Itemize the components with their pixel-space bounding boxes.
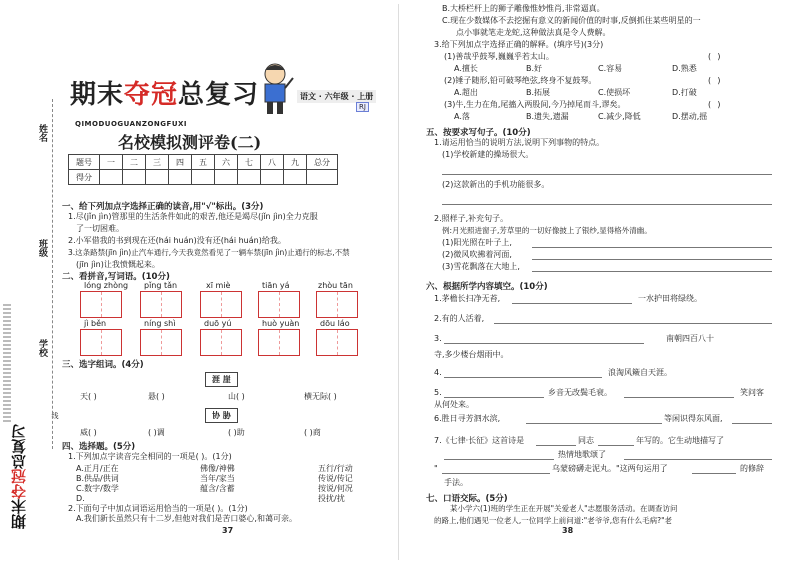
pinyin-label: duō yú — [204, 319, 232, 328]
margin-label-name: 姓名 — [37, 124, 47, 142]
q3-opt: A.落 — [454, 112, 470, 121]
s1-line: 3.这条路禁(jīn jìn)止汽车通行,今天我竟然看见了一辆车禁(jīn jìn)止通行的标志,不禁 — [68, 248, 350, 257]
score-col: 七 — [238, 155, 261, 170]
pinyin-label: pǐng tǎn — [144, 281, 178, 290]
answer-line[interactable] — [444, 343, 644, 344]
writing-grid[interactable] — [316, 329, 358, 356]
s1-line: 1.尽(jǐn jìn)管那里的生活条件如此的艰苦,他还是竭尽(jǐn jìn)全力克服 — [68, 212, 318, 221]
r-line: C.现在少数媒体不去挖掘有意义的新闻价值的时事,反倒抓住某些明星的一 — [442, 16, 701, 25]
score-col: 总分 — [307, 155, 338, 170]
answer-line[interactable] — [444, 397, 544, 398]
s4-option: 蕴含/含蓄 — [200, 484, 235, 493]
s6-item: 手法。 — [444, 478, 468, 487]
answer-line[interactable] — [692, 473, 736, 474]
cut-line — [52, 99, 53, 449]
margin-label-class: 班级 — [37, 239, 47, 257]
s6-fill: 乡音无改鬓毛衰。 — [548, 388, 612, 397]
score-cell[interactable] — [215, 170, 238, 185]
answer-paren[interactable]: ( ) — [707, 76, 722, 85]
s4-option: 佛像/神佛 — [200, 464, 235, 473]
left-page — [0, 4, 399, 560]
answer-line[interactable] — [532, 271, 772, 272]
brand-prefix: 期末 — [70, 80, 125, 110]
writing-grid[interactable] — [140, 291, 182, 318]
section-3-heading: 三、选字组词。(4分) — [62, 360, 144, 370]
s4-option: A.正月/正在 — [76, 464, 119, 473]
section-1-heading: 一、给下列加点字选择正确的读音,用"√"标出。(3分) — [62, 202, 264, 212]
answer-line[interactable] — [444, 459, 554, 460]
s4-option: 五行/行动 — [318, 464, 353, 473]
s6-item: 2.有的人活着, — [434, 314, 485, 323]
s4-option: 传说/传记 — [318, 474, 353, 483]
s6-fill: 笑问客 — [740, 388, 764, 397]
s5-item: (1)学校新建的操场很大。 — [442, 150, 534, 159]
s6-fill: 的修辞 — [740, 464, 764, 473]
brand-suffix: 总复习 — [178, 80, 260, 110]
s5-q1: 1.请运用恰当的说明方法,说明下列事物的特点。 — [434, 138, 605, 147]
brand-logo — [70, 74, 259, 111]
s3-item: 山( ) — [228, 392, 245, 401]
q3-opt: A.超出 — [454, 88, 478, 97]
q3-item: (2)锤子随形,铅可破琴绝弦,终身不复鼓琴。 — [444, 76, 597, 85]
q3-opt: D.打破 — [672, 88, 697, 97]
score-col: 四 — [169, 155, 192, 170]
s6-fill: 乌蒙磅礴走泥丸。"这两句运用了 — [552, 464, 668, 473]
q3-opt: B.拓展 — [526, 88, 551, 97]
section-2-heading: 二、看拼音,写词语。(10分) — [62, 272, 170, 282]
pinyin-label: níng shì — [144, 319, 176, 328]
r-line: 点小事就笔走龙蛇,这种做法真是令人费解。 — [456, 28, 611, 37]
score-header-row — [69, 155, 338, 170]
answer-line[interactable] — [442, 174, 772, 175]
score-cell[interactable] — [169, 170, 192, 185]
page-number: 38 — [562, 526, 574, 535]
section-5-heading: 五、按要求写句子。(10分) — [426, 128, 531, 138]
section-7-heading: 七、口语交际。(5分) — [426, 494, 508, 504]
s3-item: 威( ) — [80, 428, 97, 437]
s6-fill: 一水护田将绿绕。 — [638, 294, 702, 303]
brand-accent: 夺冠 — [124, 80, 179, 110]
s4-option: B.供品/供词 — [76, 474, 119, 483]
q3-opt: D.摆动,摇 — [672, 112, 708, 121]
pinyin-label: tiān yá — [262, 281, 290, 290]
side-brand-suffix: 总复习 — [10, 424, 28, 469]
section-4-heading: 四、选择题。(5分) — [62, 442, 136, 452]
writing-grid[interactable] — [258, 291, 300, 318]
s6-fill: 等闲识得东风面, — [664, 414, 723, 423]
score-cell[interactable] — [307, 170, 338, 185]
score-row-label: 得分 — [69, 170, 100, 185]
s3-item: 横无际( ) — [304, 392, 337, 401]
score-col: 二 — [123, 155, 146, 170]
section-6-heading: 六、根据所学内容填空。(10分) — [426, 282, 548, 292]
s4-option: A.我们新长虽然只有十二岁,但他对我们是苦口婆心,和蔼可亲。 — [76, 514, 297, 523]
score-cell[interactable] — [261, 170, 284, 185]
s3-item: ( )调 — [148, 428, 165, 437]
s6-item: 1.茅檐长扫净无苔, — [434, 294, 501, 303]
r-line: B.大桥栏杆上的狮子雕像惟妙惟肖,非常逼真。 — [442, 4, 605, 13]
writing-grid[interactable] — [316, 291, 358, 318]
s6-item: " — [434, 464, 438, 473]
answer-line[interactable] — [624, 397, 734, 398]
writing-grid[interactable] — [200, 329, 242, 356]
pinyin-label: zhòu tān — [318, 281, 353, 290]
brand-pinyin: QIMODUOGUANZONGFUXI — [75, 120, 188, 128]
answer-line[interactable] — [532, 259, 772, 260]
side-brand-accent: 夺冠 — [10, 469, 28, 499]
s4-option: D. — [76, 494, 85, 503]
q3-opt: B.遗失,遗漏 — [526, 112, 569, 121]
answer-line[interactable] — [442, 473, 550, 474]
right-page — [402, 4, 800, 560]
s6-fill: 同志 — [578, 436, 594, 445]
s1-line: 了一切困难。 — [76, 224, 124, 233]
score-cell[interactable] — [238, 170, 261, 185]
margin-label-cut: 线 — [51, 412, 59, 419]
pinyin-label: dōu láo — [320, 319, 350, 328]
q3-opt: D.熟悉 — [672, 64, 697, 73]
score-cell[interactable] — [192, 170, 215, 185]
writing-grid[interactable] — [140, 329, 182, 356]
s6-item: 寺,多少楼台烟雨中。 — [434, 350, 509, 359]
subject-label: 语文 · 六年级 · 上册 — [297, 90, 376, 103]
q3-opt: B.好 — [526, 64, 543, 73]
s6-item: 6.胜日寻芳泗水滨, — [434, 414, 501, 423]
score-col: 三 — [146, 155, 169, 170]
q3-opt: C.使损坏 — [598, 88, 631, 97]
score-cell[interactable] — [123, 170, 146, 185]
answer-paren[interactable]: ( ) — [707, 100, 722, 109]
side-brand-prefix: 期末 — [10, 499, 28, 529]
score-col: 八 — [261, 155, 284, 170]
q3-item: (3)牛,生力在角,尾搐入两股间,今乃掉尾而斗,谬矣。 — [444, 100, 626, 109]
s4-option: C.数字/数学 — [76, 484, 119, 493]
side-brand — [8, 424, 29, 529]
margin-label-school: 学校 — [37, 339, 47, 357]
score-col: 一 — [100, 155, 123, 170]
s3-item: 天( ) — [80, 392, 97, 401]
writing-grid[interactable] — [80, 329, 122, 356]
choice-box-bottom: 协 胁 — [205, 408, 238, 423]
answer-line[interactable] — [494, 323, 772, 324]
edition-badge: RJ — [356, 102, 369, 112]
s6-fill: 年写的。它生动地描写了 — [636, 436, 724, 445]
s1-line: 2.小军借我的书到现在还(hái huán)没有还(hái huán)给我。 — [68, 236, 286, 245]
pinyin-label: huò yuàn — [262, 319, 300, 328]
score-input-row — [69, 170, 338, 185]
score-table — [68, 154, 338, 185]
q3-opt: C.减少,降低 — [598, 112, 641, 121]
s5-item: (1)阳光照在叶子上, — [442, 238, 512, 247]
writing-grid[interactable] — [200, 291, 242, 318]
s4-question: 1.下列加点字读音完全相同的一项是( )。(1分) — [68, 452, 232, 461]
s7-line: 的路上,他们遇见一位老人,一位同学上前问道:"老爷爷,您有什么毛病?"老 — [434, 516, 673, 525]
answer-line[interactable] — [442, 204, 772, 205]
q3-opt: A.擅长 — [454, 64, 478, 73]
choice-box-top: 涯 崖 — [205, 372, 238, 387]
s6-fill: 南朝四百八十 — [666, 334, 714, 343]
s5-example: 例:月光照进窗子,芳草里的一切好像披上了银纱,显得格外清幽。 — [442, 226, 652, 235]
answer-line[interactable] — [732, 423, 772, 424]
q3-opt: C.容易 — [598, 64, 623, 73]
q3-item: (1)善哉乎鼓琴,巍巍乎若太山。 — [444, 52, 554, 61]
s5-item: (3)雪花飘落在大地上, — [442, 262, 520, 271]
s6-item: 5. — [434, 388, 442, 397]
score-col: 六 — [215, 155, 238, 170]
s4-option: 按说/何况 — [318, 484, 353, 493]
score-col: 九 — [284, 155, 307, 170]
s3-item: 悬( ) — [148, 392, 165, 401]
answer-line[interactable] — [444, 377, 602, 378]
answer-line[interactable] — [526, 423, 662, 424]
answer-line[interactable] — [532, 247, 772, 248]
s5-q2: 2.照样子,补充句子。 — [434, 214, 509, 223]
s6-item: 7.《七律·长征》这首诗是 — [434, 436, 525, 445]
mascot-boy-icon — [255, 60, 295, 116]
score-col: 五 — [192, 155, 215, 170]
pinyin-label: lóng zhòng — [84, 281, 129, 290]
score-cell[interactable] — [100, 170, 123, 185]
pinyin-label: xī miè — [206, 281, 231, 290]
s6-item: 从何处来。 — [434, 400, 474, 409]
s5-item: (2)微风吹拂着河面, — [442, 250, 512, 259]
answer-line[interactable] — [598, 445, 634, 446]
writing-grid[interactable] — [258, 329, 300, 356]
s6-item: 3. — [434, 334, 442, 343]
answer-line[interactable] — [624, 459, 772, 460]
writing-grid[interactable] — [80, 291, 122, 318]
score-row-label: 题号 — [69, 155, 100, 170]
page-title: 名校模拟测评卷(二) — [118, 133, 262, 152]
answer-line[interactable] — [536, 445, 576, 446]
s6-fill: 热情地歌颂了 — [558, 450, 606, 459]
s5-item: (2)这款新出的手机功能很多。 — [442, 180, 550, 189]
s6-item: 4. — [434, 368, 442, 377]
page-number: 37 — [222, 526, 234, 535]
binding-ribbon — [3, 304, 11, 424]
s3-item: ( )商 — [304, 428, 321, 437]
pinyin-label: jì běn — [84, 319, 107, 328]
s6-fill: 浪淘风簸自天涯。 — [608, 368, 672, 377]
s4-option: 投扰/扰 — [318, 494, 345, 503]
score-cell[interactable] — [284, 170, 307, 185]
s3-item: ( )助 — [228, 428, 245, 437]
score-cell[interactable] — [146, 170, 169, 185]
q3-heading: 3.给下列加点字选择正确的解释。(填序号)(3分) — [434, 40, 604, 49]
s4-option: 当年/家当 — [200, 474, 235, 483]
answer-line[interactable] — [512, 303, 632, 304]
s1-line: (jīn jìn)让我愤慨起来。 — [76, 260, 160, 269]
s4-question: 2.下面句子中加点词语运用恰当的一项是( )。(1分) — [68, 504, 248, 513]
s7-line: 某小学六(1)班的学生正在开展"关爱老人"志愿服务活动。在调查访问 — [450, 504, 678, 513]
answer-paren[interactable]: ( ) — [707, 52, 722, 61]
